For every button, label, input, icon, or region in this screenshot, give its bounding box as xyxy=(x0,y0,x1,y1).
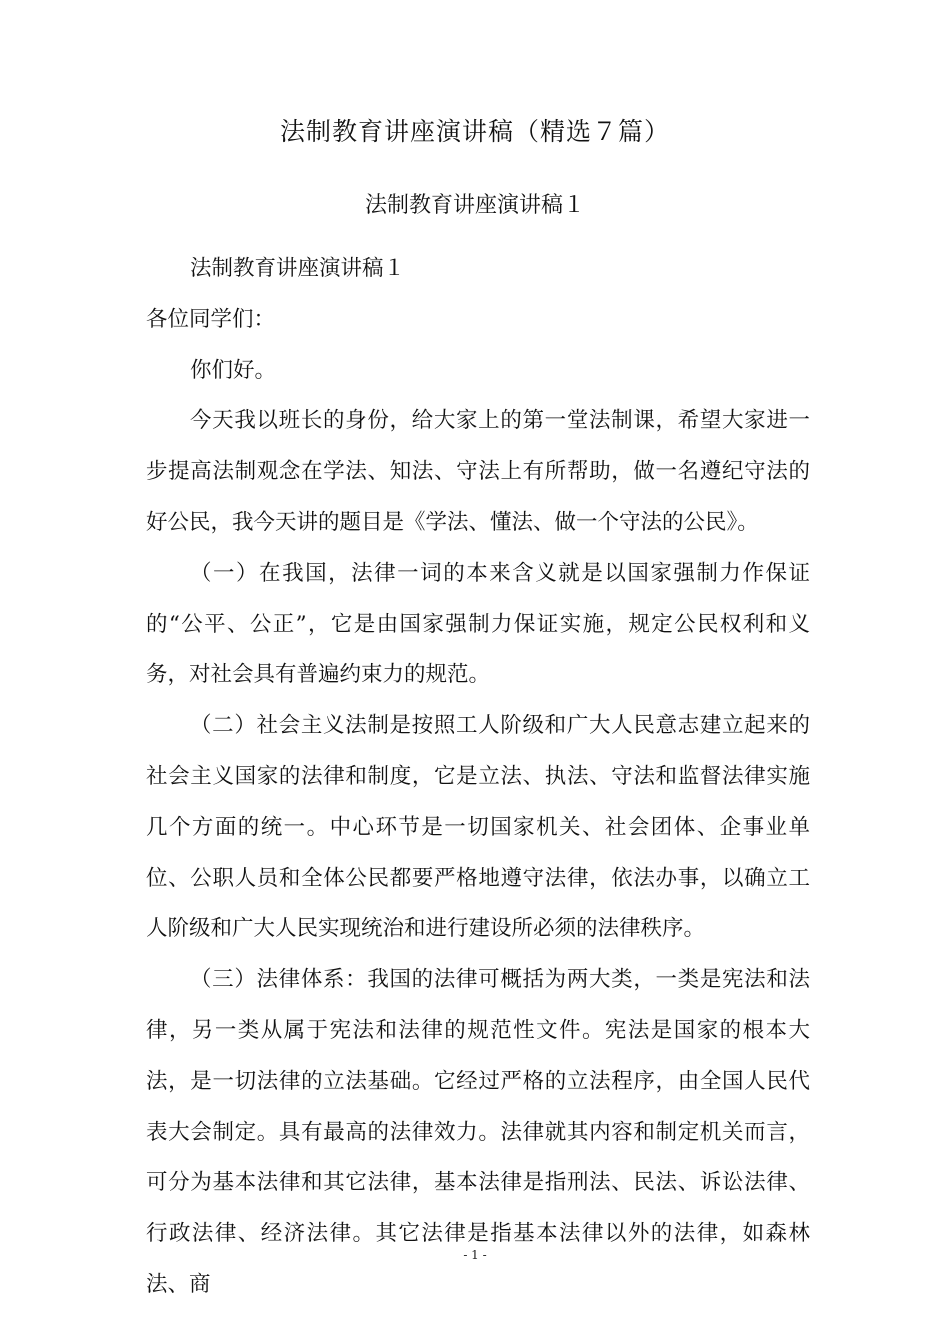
page-number: - 1 - xyxy=(463,1248,487,1262)
document-subtitle: 法制教育讲座演讲稿１ xyxy=(364,193,585,218)
document-body xyxy=(146,244,810,1311)
paragraph-section-3: （三）法律体系：我国的法律可概括为两大类，一类是宪法和法律，另一类从属于宪法和法律的规范性文件。宪法是国家的根本大法，是一切法律的立法基础。它经过严格的立法程序，由全国人民代表大会制定。具有最高的法律效力。法律就其内容和制定机关而言，可分为基本法律和其它法律，基本法律是指刑法、民法、诉讼法律、行政法律、经济法律。其它法律是指基本法律以外的法律，如森林法、商 xyxy=(146,967,810,1297)
paragraph-heading: 法制教育讲座演讲稿１ xyxy=(190,256,406,281)
paragraph-section-2: （二）社会主义法制是按照工人阶级和广大人民意志建立起来的社会主义国家的法律和制度，它是立法、执法、守法和监督法律实施几个方面的统一。中心环节是一切国家机关、社会团体、企事业单位、公职人员和全体公民都要严格地遵守法律，依法办事，以确立工人阶级和广大人民实现统治和进行建设所必须的法律秩序。 xyxy=(146,713,810,942)
paragraph-section-1: （一）在我国，法律一词的本来含义就是以国家强制力作保证的“公平、公正”，它是由国家强制力保证实施，规定公民权利和义务，对社会具有普遍约束力的规范。 xyxy=(146,560,810,688)
paragraph-salutation: 各位同学们： xyxy=(146,306,276,332)
paragraph-greeting: 你们好。 xyxy=(190,357,277,383)
paragraph-intro: 今天我以班长的身份，给大家上的第一堂法制课，希望大家进一步提高法制观念在学法、知法、守法上有所帮助，做一名遵纪守法的好公民，我今天讲的题目是《学法、懂法、做一个守法的公民》。 xyxy=(146,408,810,535)
document-title: 法制教育讲座演讲稿（精选７篇） xyxy=(279,117,670,146)
